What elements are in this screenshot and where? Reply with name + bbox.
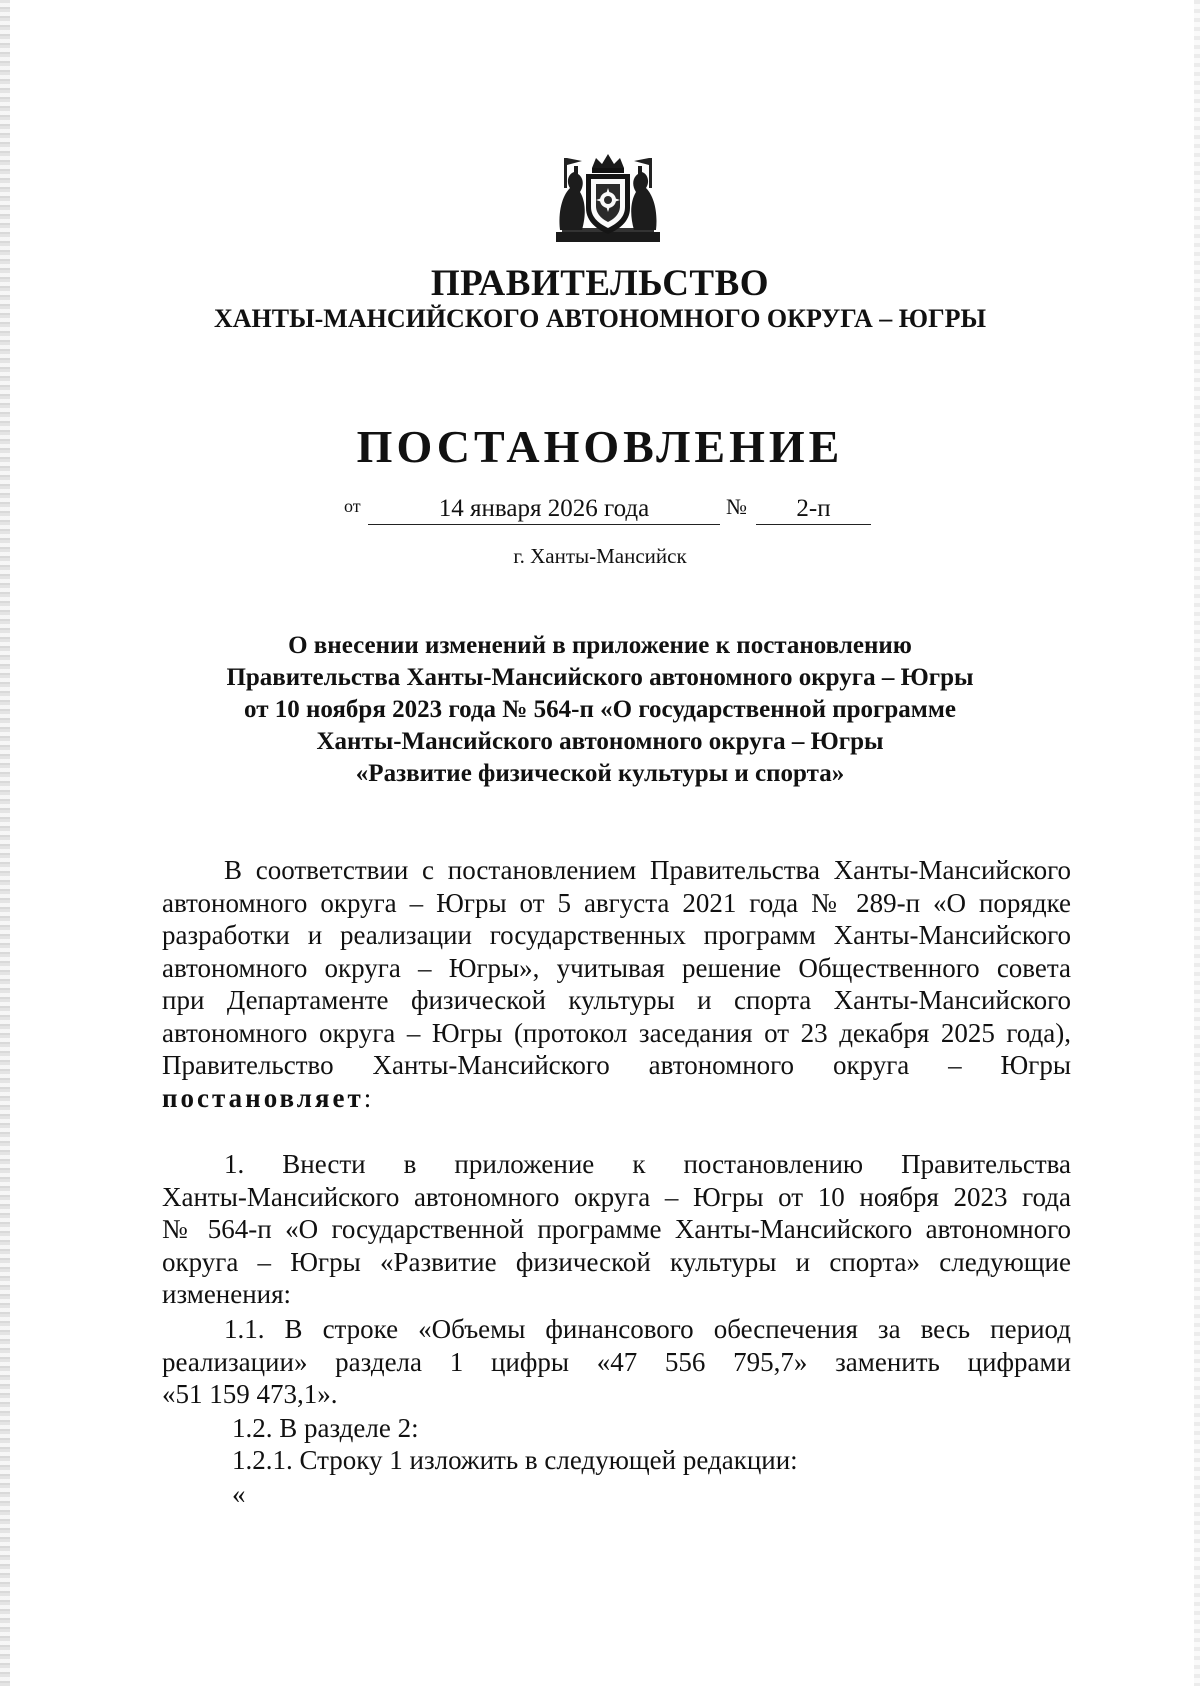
document-date: 14 января 2026 года [368, 494, 720, 525]
coat-of-arms-icon [552, 152, 664, 246]
item-1-line: Ханты-Мансийского автономного округа – Югры от 10 ноября 2023 года [162, 1181, 1071, 1212]
item-1-line: 1. Внести в приложение к постановлению Правительства [224, 1149, 1071, 1179]
title-line: Ханты-Мансийского автономного округа – Югры [316, 728, 884, 755]
number-sign: № [726, 494, 747, 519]
decree-colon: : [363, 1082, 372, 1113]
scan-edge-right [1194, 0, 1200, 1686]
item-1-1-line: 1.1. В строке «Объемы финансового обеспечения за весь период [224, 1314, 1071, 1344]
item-1-1-line: «51 159 473,1». [162, 1379, 338, 1409]
open-quote: « [232, 1479, 246, 1509]
org-subtitle: ХАНТЫ-МАНСИЙСКОГО АВТОНОМНОГО ОКРУГА – ЮГРЫ [213, 304, 987, 333]
preamble-paragraph [162, 854, 1071, 1114]
preamble-line: автономного округа – Югры от 5 августа 2021 года № 289-п «О порядке [162, 887, 1071, 918]
decree-word: постановляет [162, 1082, 364, 1113]
org-title: ПРАВИТЕЛЬСТВО [430, 263, 770, 304]
preamble-line: автономного округа – Югры», учитывая решение Общественного совета [162, 952, 1071, 983]
preamble-line: Правительство Ханты-Мансийского автономного округа – Югры [162, 1050, 1071, 1080]
city-line: г. Ханты-Мансийск [513, 544, 687, 568]
date-prefix: от [344, 496, 361, 516]
title-line: «Развитие физической культуры и спорта» [355, 760, 845, 787]
item-1-line: изменения: [162, 1279, 292, 1309]
item-1-line: округа – Югры «Развитие физической культуры и спорта» следующие [162, 1246, 1071, 1277]
document-number: 2-п [756, 494, 871, 525]
item-1-paragraph [162, 1148, 1071, 1311]
title-line: О внесении изменений в приложение к постановлению [288, 632, 912, 659]
preamble-line: разработки и реализации государственных программ Ханты-Мансийского [162, 920, 1071, 950]
document-title [0, 630, 1200, 790]
decree-line [162, 1082, 1071, 1115]
title-line: от 10 ноября 2023 года № 564-п «О государственной программе [244, 696, 956, 723]
preamble-line: В соответствии с постановлением Правительства Ханты-Мансийского [224, 855, 1071, 885]
item-1-line: № 564-п «О государственной программе Ханты-Мансийского автономного [162, 1214, 1071, 1244]
title-line: Правительства Ханты-Мансийского автономного округа – Югры [226, 664, 974, 691]
preamble-line: при Департаменте физической культуры и спорта Ханты-Мансийского [162, 985, 1071, 1015]
scan-edge-left [0, 0, 10, 1686]
item-1-1-line: реализации» раздела 1 цифры «47 556 795,7» заменить цифрами [162, 1346, 1071, 1377]
item-1-2: 1.2. В разделе 2: [232, 1413, 419, 1443]
date-number-line [0, 494, 1200, 528]
item-1-1-paragraph [162, 1313, 1071, 1411]
item-1-2-1: 1.2.1. Строку 1 изложить в следующей редакции: [232, 1445, 798, 1475]
document-type-heading: ПОСТАНОВЛЕНИЕ [356, 421, 844, 472]
preamble-line: автономного округа – Югры (протокол заседания от 23 декабря 2025 года), [162, 1017, 1071, 1048]
